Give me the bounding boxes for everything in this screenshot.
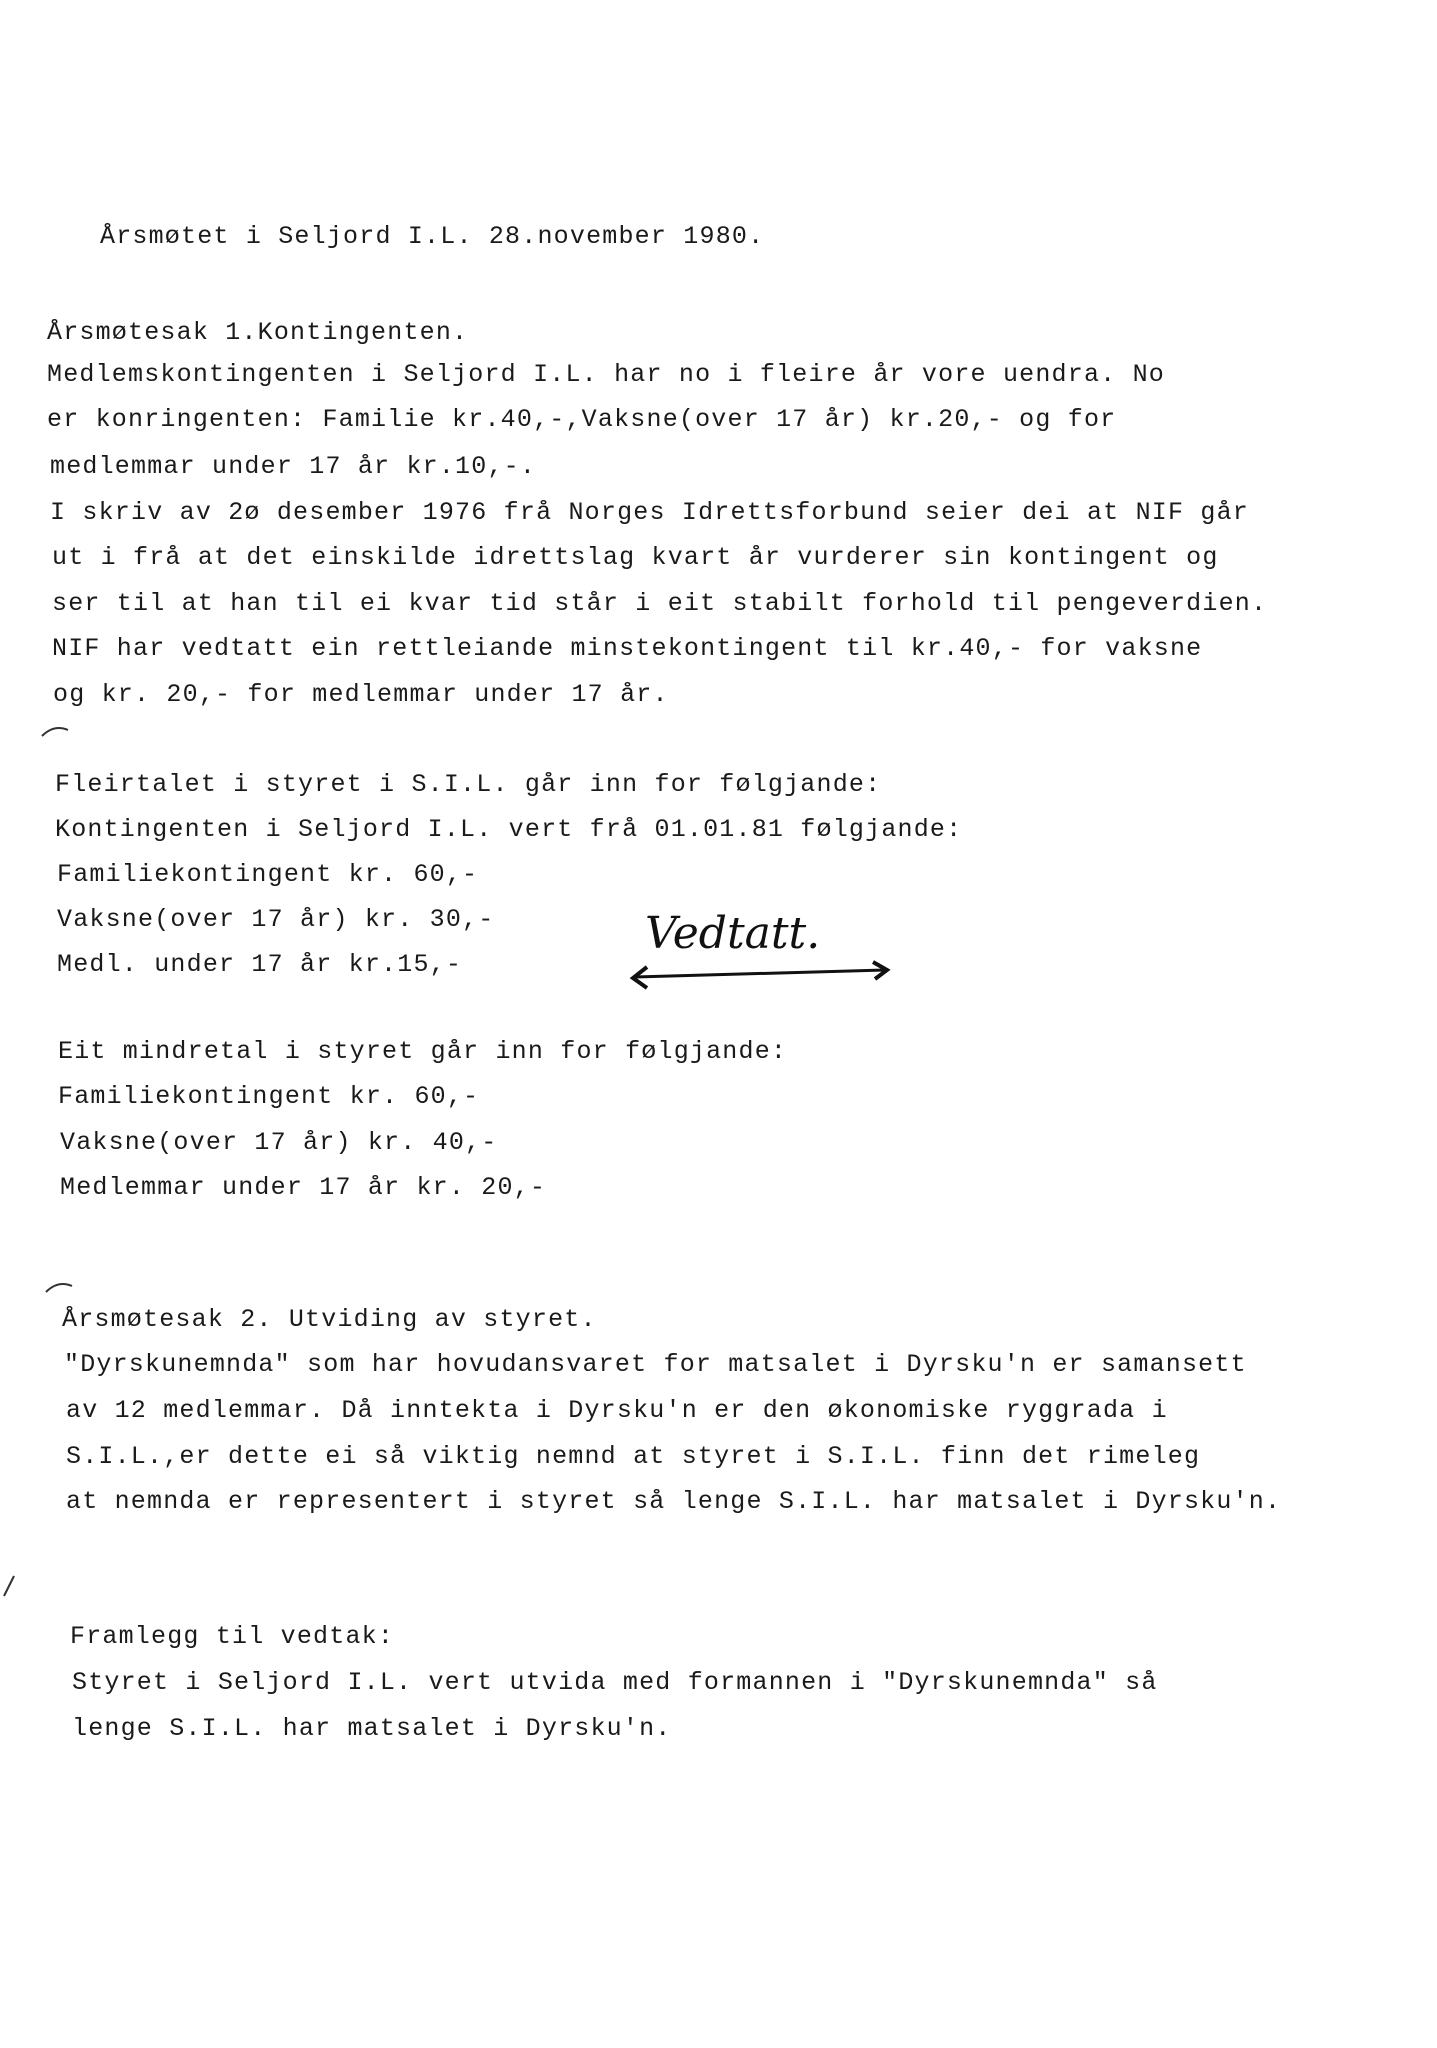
margin-tick-mark xyxy=(42,1278,82,1298)
proposal-line: lenge S.I.L. har matsalet i Dyrsku'n. xyxy=(72,1714,672,1743)
sak2-heading: Årsmøtesak 2. Utviding av styret. xyxy=(62,1305,597,1334)
document-title: Årsmøtet i Seljord I.L. 28.november 1980. xyxy=(100,222,765,251)
sak1-line: og kr. 20,- for medlemmar under 17 år. xyxy=(53,680,669,709)
sak2-line: av 12 medlemmar. Då inntekta i Dyrsku'n er den økonomiske ryggrada i xyxy=(66,1396,1168,1425)
sak1-line: ut i frå at det einskilde idrettslag kvart år vurderer sin kontingent og xyxy=(52,543,1219,572)
sak1-line: medlemmar under 17 år kr.10,-. xyxy=(50,452,537,481)
minority-line: Eit mindretal i styret går inn for følgjande: xyxy=(58,1037,788,1066)
handwritten-vedtatt: Vedtatt. xyxy=(645,908,821,959)
sak1-line: NIF har vedtatt ein rettleiande minstekontingent til kr.40,- for vaksne xyxy=(52,634,1203,663)
sak1-line: I skriv av 2ø desember 1976 frå Norges Idrettsforbund seier dei at NIF går xyxy=(50,498,1249,527)
minority-line: Medlemmar under 17 år kr. 20,- xyxy=(60,1173,547,1202)
sak2-line: "Dyrskunemnda" som har hovudansvaret for matsalet i Dyrsku'n er samansett xyxy=(64,1350,1247,1379)
sak1-line: Medlemskontingenten i Seljord I.L. har no i fleire år vore uendra. No xyxy=(47,360,1165,389)
sak2-line: S.I.L.,er dette ei så viktig nemnd at styret i S.I.L. finn det rimeleg xyxy=(66,1442,1201,1471)
double-arrow-mark xyxy=(625,955,895,995)
majority-line: Vaksne(over 17 år) kr. 30,- xyxy=(57,905,495,934)
majority-line: Fleirtalet i styret i S.I.L. går inn for følgjande: xyxy=(55,770,882,799)
majority-line: Kontingenten i Seljord I.L. vert frå 01.01.81 følgjande: xyxy=(55,815,963,844)
margin-slash-mark xyxy=(0,1572,20,1602)
minority-line: Vaksne(over 17 år) kr. 40,- xyxy=(60,1128,498,1157)
majority-line: Familiekontingent kr. 60,- xyxy=(57,860,479,889)
sak1-line: er konringenten: Familie kr.40,-,Vaksne(over 17 år) kr.20,- og for xyxy=(47,405,1117,434)
sak1-heading: Årsmøtesak 1.Kontingenten. xyxy=(47,318,469,347)
sak2-line: at nemnda er representert i styret så lenge S.I.L. har matsalet i Dyrsku'n. xyxy=(66,1487,1282,1516)
margin-tick-mark xyxy=(38,722,78,742)
minority-line: Familiekontingent kr. 60,- xyxy=(58,1082,480,1111)
majority-line: Medl. under 17 år kr.15,- xyxy=(57,950,463,979)
sak1-line: ser til at han til ei kvar tid står i eit stabilt forhold til pengeverdien. xyxy=(52,589,1268,618)
proposal-heading: Framlegg til vedtak: xyxy=(70,1622,395,1651)
proposal-line: Styret i Seljord I.L. vert utvida med formannen i "Dyrskunemnda" så xyxy=(72,1668,1158,1697)
